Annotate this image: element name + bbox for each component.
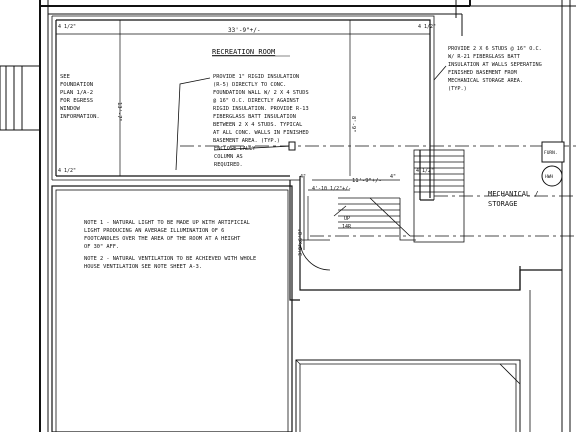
svg-text:INSULATION AT WALLS SEPERATING: INSULATION AT WALLS SEPERATING (448, 62, 542, 68)
dimension-width-mid: 11'-9"+/- (352, 178, 382, 184)
svg-text:INFORMATION.: INFORMATION. (60, 114, 100, 120)
mechanical-outline (290, 180, 562, 300)
svg-text:ENCLOSE LALLY: ENCLOSE LALLY (214, 146, 256, 152)
svg-text:FIBERGLASS BATT INSULATION: FIBERGLASS BATT INSULATION (213, 114, 296, 120)
dimension-width-top: 33'-9"+/- (228, 27, 261, 34)
svg-text:BETWEEN 2 X 4 STUDS. TYPICAL: BETWEEN 2 X 4 STUDS. TYPICAL (213, 122, 303, 128)
svg-text:NOTE 1 - NATURAL LIGHT TO BE M: NOTE 1 - NATURAL LIGHT TO BE MADE UP WITH ARTIFICIAL (84, 220, 250, 226)
egress-window-well (0, 66, 40, 130)
svg-text:RIGID INSULATION. PROVIDE R-13: RIGID INSULATION. PROVIDE R-13 (213, 106, 309, 112)
dimension-width-small: 4'-10 1/2"+/- (312, 186, 352, 192)
svg-text:FOUNDATION WALL W/ 2 X 4 STUDS: FOUNDATION WALL W/ 2 X 4 STUDS (213, 90, 309, 96)
svg-text:@ 16" O.C. DIRECTLY AGAINST: @ 16" O.C. DIRECTLY AGAINST (213, 98, 300, 104)
tick-dim-a: 4" (300, 174, 307, 180)
insulation-note (213, 74, 309, 144)
lally-note (214, 146, 256, 168)
svg-text:FINISHED BASEMENT FROM: FINISHED BASEMENT FROM (448, 70, 517, 76)
svg-text:BASEMENT AREA. (TYP.): BASEMENT AREA. (TYP.) (213, 138, 280, 144)
svg-text:NOTE 2 - NATURAL VENTILATION T: NOTE 2 - NATURAL VENTILATION TO BE ACHIEVED WITH WHOLE (84, 256, 257, 262)
stair-risers-label: 14R (342, 224, 352, 230)
dimension-height-right: 8'-9" (350, 116, 356, 133)
svg-text:MECHANICAL STORAGE AREA.: MECHANICAL STORAGE AREA. (448, 78, 523, 84)
mechanical-label-line2: STORAGE (488, 200, 518, 208)
water-heater-label: HWH (545, 175, 554, 180)
corner-dim-mr: 4 1/2" (416, 168, 435, 174)
studs-note (448, 46, 542, 92)
svg-text:WINDOW: WINDOW (60, 106, 80, 112)
corner-dim-tr: 4 1/2" (418, 24, 437, 30)
svg-text:LIGHT PRODUCING AN AVERAGE ILL: LIGHT PRODUCING AN AVERAGE ILLUMINATION OF 6 (84, 228, 225, 234)
corner-dim-ml: 4 1/2" (58, 168, 77, 174)
recreation-room-label: RECREATION ROOM (212, 48, 276, 56)
door (300, 240, 330, 270)
lally-column (289, 142, 295, 150)
general-notes (84, 220, 256, 270)
dimension-height-left: 13'-7" (116, 102, 122, 122)
dimension-door: 3'0"x6'8" (298, 228, 304, 256)
svg-text:SEE: SEE (60, 74, 70, 80)
svg-text:FOOTCANDLES OVER THE AREA OF T: FOOTCANDLES OVER THE AREA OF THE ROOM AT A HEIGHT (84, 236, 241, 242)
svg-text:REQUIRED.: REQUIRED. (214, 162, 243, 168)
tick-dim-b: 4" (390, 174, 397, 180)
mechanical-label-line1: MECHANICAL / (488, 190, 539, 198)
lower-walls (296, 290, 530, 432)
svg-text:PROVIDE 1" RIGID INSULATION: PROVIDE 1" RIGID INSULATION (213, 74, 300, 80)
furnace-label: FURN. (544, 151, 558, 156)
svg-text:AT ALL CONC. WALLS IN FINISHED: AT ALL CONC. WALLS IN FINISHED (213, 130, 309, 136)
svg-text:(TYP.): (TYP.) (448, 86, 467, 92)
svg-text:FOR EGRESS: FOR EGRESS (60, 98, 94, 104)
svg-text:HOUSE VENTILATION SEE NOTE SHE: HOUSE VENTILATION SEE NOTE SHEET A-3. (84, 264, 202, 270)
svg-text:COLUMN AS: COLUMN AS (214, 154, 243, 160)
svg-text:OF 30" AFF.: OF 30" AFF. (84, 244, 120, 250)
stair-up-label: UP (344, 216, 351, 222)
svg-text:PLAN 1/A-2: PLAN 1/A-2 (60, 90, 94, 96)
corner-dim-tl: 4 1/2" (58, 24, 77, 30)
svg-text:(R-5) DIRECTLY TO CONC.: (R-5) DIRECTLY TO CONC. (213, 82, 287, 88)
svg-text:FOUNDATION: FOUNDATION (60, 82, 94, 88)
svg-text:PROVIDE 2 X 6 STUDS @ 16" O.C.: PROVIDE 2 X 6 STUDS @ 16" O.C. (448, 46, 542, 52)
foundation-note (60, 74, 100, 120)
svg-text:W/ R-21 FIBERGLASS BATT: W/ R-21 FIBERGLASS BATT (448, 54, 520, 60)
